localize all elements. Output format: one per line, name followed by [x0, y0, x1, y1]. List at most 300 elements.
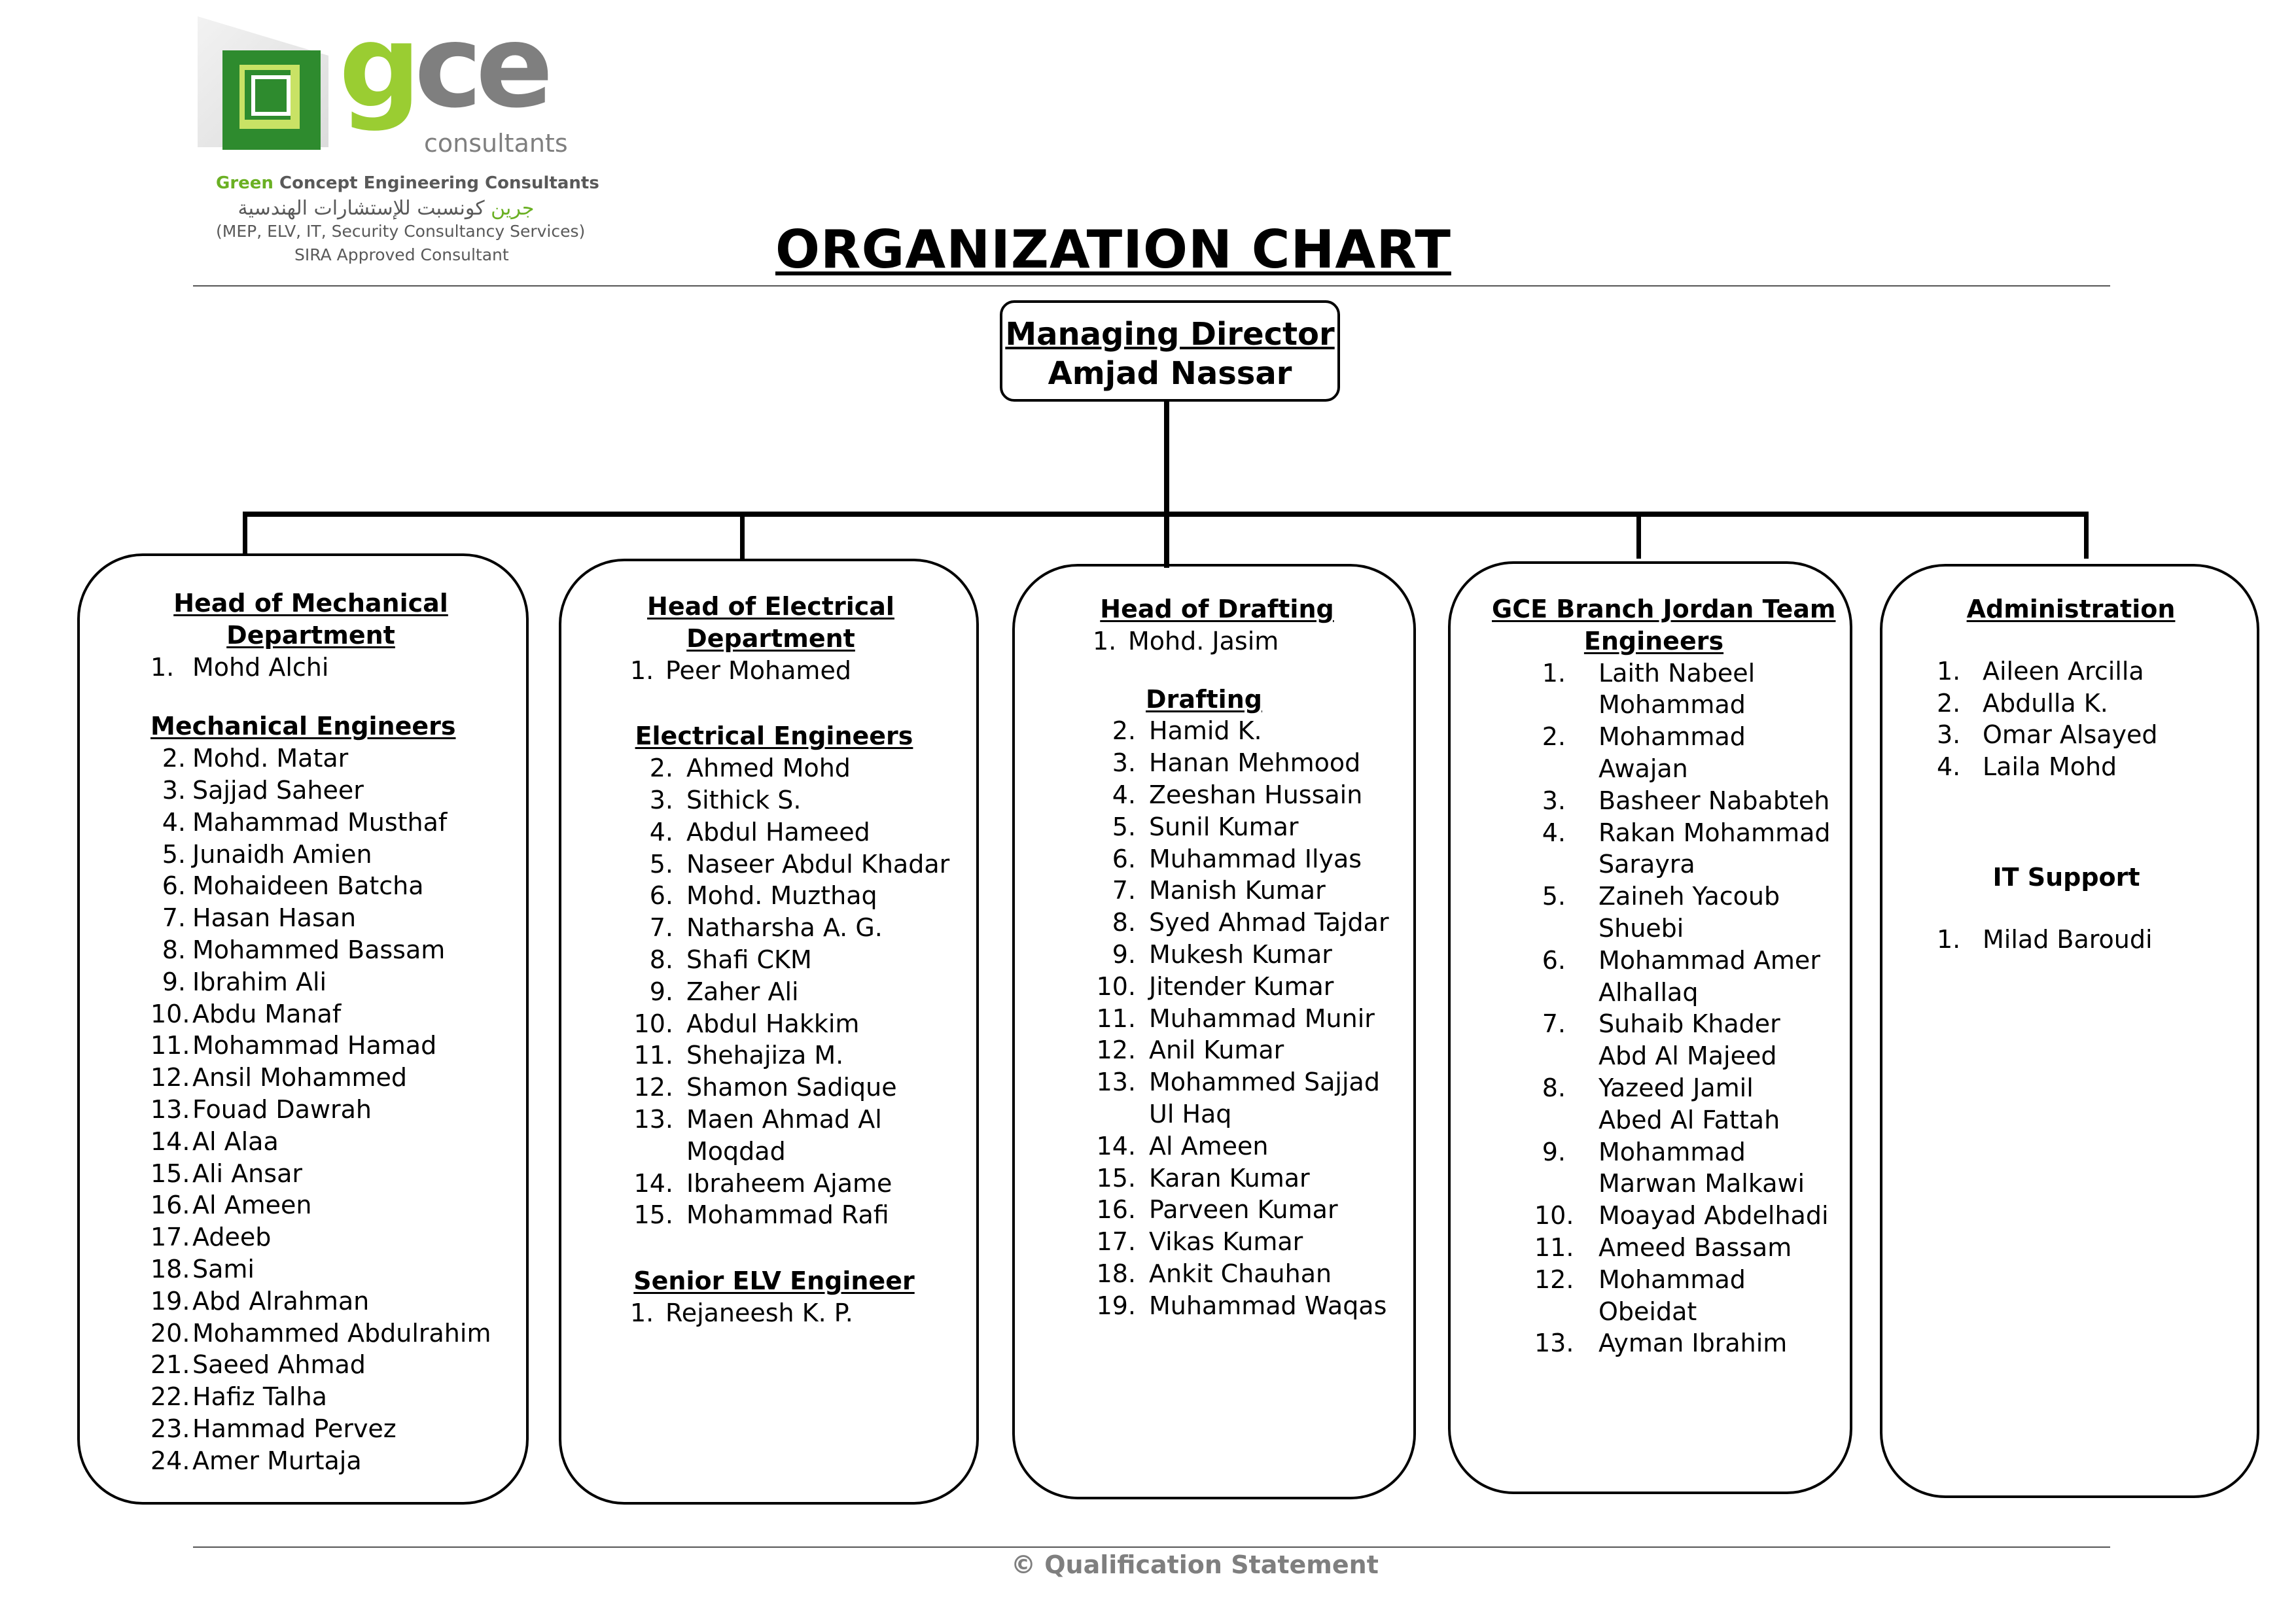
list-item-number: 18. — [1096, 1259, 1136, 1288]
list-item-name: Ansil Mohammed — [192, 1063, 408, 1092]
list-item-name: Omar Alsayed — [1983, 720, 2158, 750]
list-item-number: 9. — [1112, 939, 1136, 969]
list-item-number: 2. — [1112, 716, 1136, 746]
list-item-number: 20. — [150, 1318, 190, 1348]
list-item-number: 5. — [1112, 812, 1136, 841]
list-item — [150, 870, 491, 902]
list-item — [150, 1445, 491, 1477]
logo-company-name-arabic: جرين كونسبت للإستشارات الهندسية — [238, 197, 535, 220]
list-item-name: Hamid K. — [1149, 716, 1262, 746]
list-item-name: Ibraheem Ajame — [686, 1168, 892, 1198]
list-item-name-continued: Abd Al Majeed — [1598, 1041, 1777, 1071]
mechanical-engineers-title: Mechanical Engineers — [150, 712, 456, 741]
list-item-number: 14. — [633, 1168, 673, 1198]
list-item-number: 2. — [1542, 722, 1566, 752]
list-item-number: 19. — [1096, 1291, 1136, 1320]
list-item-name-continued: Mohammad — [1598, 690, 1746, 720]
list-item-number: 5. — [649, 849, 673, 879]
list-item-name: Natharsha A. G. — [686, 913, 883, 943]
list-item — [1093, 1194, 1389, 1226]
list-item-number: 10. — [1096, 971, 1136, 1001]
list-item-name-continued: Shuebi — [1598, 913, 1684, 943]
list-item-name: Mohd. Jasim — [1128, 626, 1279, 655]
list-item-number: 4. — [649, 817, 673, 846]
list-item-number: 1. — [1937, 656, 1961, 686]
list-item — [1534, 785, 1831, 817]
list-item — [1937, 719, 2205, 751]
list-item-number: 11. — [633, 1041, 673, 1070]
list-item-name: Laila Mohd — [1983, 752, 2117, 782]
administration-title: Administration — [1966, 595, 2176, 623]
list-item — [150, 1253, 491, 1285]
list-item-name: Abdu Manaf — [192, 999, 342, 1028]
list-item-number: 8. — [1112, 908, 1136, 937]
list-item-name: Hafiz Talha — [192, 1382, 327, 1412]
list-item-name-continued: Alhallaq — [1598, 977, 1699, 1007]
list-item — [1937, 655, 2205, 688]
list-item-continuation — [1534, 848, 1831, 881]
list-item-name: Ibrahim Ali — [192, 967, 327, 996]
list-item-name: Muhammad Waqas — [1149, 1291, 1387, 1320]
list-item — [1093, 1226, 1389, 1258]
list-item-name: Al Ameen — [1149, 1131, 1269, 1161]
list-item-name: Adeeb — [192, 1223, 272, 1252]
jordan-content — [1492, 593, 1836, 1359]
list-item-continuation — [1534, 1296, 1831, 1328]
list-item-continuation — [1534, 689, 1831, 721]
mechanical-content — [150, 587, 491, 1477]
list-item-number: 7. — [1542, 1009, 1566, 1039]
list-item-name: Shafi CKM — [686, 945, 812, 974]
jordan-team-list — [1534, 657, 1831, 1360]
list-item-name: Yazeed Jamil — [1598, 1073, 1754, 1102]
list-item — [150, 1318, 491, 1350]
list-item — [630, 1039, 949, 1072]
list-item-name: Mohammed Bassam — [192, 935, 446, 964]
list-item — [630, 752, 949, 784]
list-item-name: Anil Kumar — [1149, 1036, 1284, 1065]
list-item-number: 11. — [1534, 1232, 1574, 1262]
list-item-name: Mohammad — [1598, 1265, 1746, 1294]
list-item-continuation — [1534, 1168, 1831, 1200]
list-item — [630, 1072, 949, 1104]
list-item-number: 3. — [1542, 786, 1566, 815]
logo-consultants: consultants — [424, 129, 568, 158]
list-item — [630, 848, 949, 881]
list-item — [150, 839, 491, 871]
list-item-name: Junaidh Amien — [192, 839, 372, 869]
list-item-name: Basheer Nababteh — [1598, 786, 1830, 815]
list-item-number: 17. — [1096, 1227, 1136, 1257]
list-item-number: 2. — [162, 744, 186, 773]
list-item-name: Aileen Arcilla — [1983, 656, 2144, 686]
mechanical-engineers-list — [150, 742, 491, 1476]
footer-text: © Qualification Statement — [1011, 1550, 1379, 1579]
list-item-number: 1. — [630, 655, 654, 685]
list-item-number: 13. — [150, 1094, 190, 1124]
list-item — [630, 976, 949, 1008]
list-item — [1093, 875, 1389, 907]
list-item-name: Hammad Pervez — [192, 1414, 397, 1443]
list-item-name: Maen Ahmad Al — [686, 1104, 882, 1134]
list-item-name-continued: Obeidat — [1598, 1297, 1697, 1326]
list-item — [1534, 1072, 1831, 1104]
list-item-name: Mohammad Amer — [1598, 945, 1820, 975]
list-item — [1534, 721, 1831, 753]
list-item-name: Rejaneesh K. P. — [665, 1298, 853, 1327]
electrical-engineers-list — [630, 752, 949, 1231]
list-item-number: 16. — [150, 1191, 190, 1220]
list-item-name: Sajjad Saheer — [192, 775, 364, 805]
list-item-name: Muhammad Ilyas — [1149, 844, 1362, 873]
list-item — [150, 1030, 491, 1062]
drafting-head-title: Head of Drafting — [1100, 595, 1334, 623]
list-item-name: Zaher Ali — [686, 977, 799, 1006]
list-item-number: 16. — [1096, 1195, 1136, 1225]
list-item-number: 12. — [1534, 1265, 1574, 1294]
connector-mechanical — [243, 512, 247, 553]
list-item-number: 23. — [150, 1414, 190, 1443]
list-item-number: 12. — [633, 1073, 673, 1102]
list-item — [150, 902, 491, 934]
list-item-number: 9. — [649, 977, 673, 1006]
list-item — [630, 1199, 949, 1231]
list-item-number: 14. — [150, 1126, 190, 1156]
list-item — [150, 1285, 491, 1318]
list-item — [1093, 1003, 1389, 1035]
list-item-number: 3. — [1937, 720, 1961, 750]
list-item-name: Abdul Hakkim — [686, 1009, 860, 1038]
list-item — [1534, 1232, 1831, 1264]
logo-services: (MEP, ELV, IT, Security Consultancy Services) — [216, 222, 586, 241]
list-item-name: Al Ameen — [192, 1191, 312, 1220]
list-item — [150, 934, 491, 966]
list-item-number: 12. — [150, 1063, 190, 1092]
list-item-number: 14. — [1096, 1131, 1136, 1161]
it-support-title: IT Support — [1992, 862, 2140, 892]
list-item-name: Mohammed Sajjad — [1149, 1068, 1380, 1097]
list-item-continuation — [1093, 1098, 1389, 1130]
list-item-name: Laith Nabeel — [1598, 658, 1756, 688]
jordan-team-title-line2: Engineers — [1583, 626, 1724, 655]
list-item-number: 7. — [1112, 876, 1136, 905]
list-item-number: 19. — [150, 1286, 190, 1316]
list-item-number: 3. — [1112, 748, 1136, 778]
list-item-name-continued: Marwan Malkawi — [1598, 1169, 1805, 1198]
list-item — [1937, 688, 2205, 720]
list-item — [630, 912, 949, 944]
list-item — [1093, 811, 1389, 843]
list-item-name: Parveen Kumar — [1149, 1195, 1338, 1225]
list-item-continuation — [1534, 977, 1831, 1009]
list-item — [630, 1008, 949, 1040]
list-item — [630, 1297, 949, 1329]
list-item-number: 1. — [630, 1298, 654, 1327]
electrical-head-title: Head of Electrical — [647, 592, 894, 621]
list-item-number: 22. — [150, 1382, 190, 1412]
list-item — [1534, 1008, 1831, 1040]
list-item — [1093, 747, 1389, 779]
list-item — [1534, 657, 1831, 689]
logo-wordmark: gce — [339, 1, 547, 133]
list-item — [1093, 715, 1389, 747]
list-item-number: 1. — [1093, 626, 1117, 655]
mechanical-head-title-line2: Department — [226, 620, 395, 650]
list-item-number: 2. — [1937, 688, 1961, 718]
list-item — [630, 880, 949, 912]
list-item — [1093, 1162, 1389, 1195]
logo-company-name: Green Concept Engineering Consultants — [216, 173, 599, 193]
list-item-number: 1. — [1937, 924, 1961, 954]
list-item-name: Mohammad — [1598, 722, 1746, 752]
list-item-name: Zeeshan Hussain — [1149, 780, 1363, 809]
list-item-name-continued: Abed Al Fattah — [1598, 1105, 1780, 1134]
list-item-number: 6. — [162, 871, 186, 901]
header-divider — [193, 285, 2110, 287]
list-item — [150, 807, 491, 839]
list-item — [1093, 1290, 1389, 1322]
list-item-number: 5. — [1542, 882, 1566, 911]
list-item-name: Moayad Abdelhadi — [1598, 1201, 1829, 1230]
list-item-number: 8. — [1542, 1073, 1566, 1102]
list-item-number: 24. — [150, 1446, 190, 1475]
list-item-number: 4. — [162, 807, 186, 837]
list-item-number: 15. — [633, 1200, 673, 1230]
list-item — [1937, 924, 2205, 956]
list-item-number: 1. — [1542, 658, 1566, 688]
list-item — [150, 742, 491, 775]
drafting-title: Drafting — [1146, 684, 1262, 714]
list-item-name: Abd Alrahman — [192, 1286, 370, 1316]
company-logo — [190, 1, 599, 271]
senior-elv-title: Senior ELV Engineer — [633, 1266, 915, 1296]
electrical-head-list — [630, 655, 949, 687]
list-item-name: Mohammad Rafi — [686, 1200, 889, 1230]
list-item — [630, 944, 949, 976]
list-item — [1093, 971, 1389, 1003]
list-item — [1534, 817, 1831, 849]
list-item — [1534, 1200, 1831, 1232]
electrical-head-title-line2: Department — [686, 623, 855, 653]
list-item-name: Rakan Mohammad — [1598, 818, 1831, 847]
list-item — [630, 1104, 949, 1136]
senior-elv-list — [630, 1297, 949, 1329]
list-item-continuation — [1534, 913, 1831, 945]
list-item-number: 13. — [1096, 1068, 1136, 1097]
list-item — [150, 1158, 491, 1190]
list-item-name: Ahmed Mohd — [686, 754, 851, 783]
list-item-name: Sami — [192, 1254, 255, 1283]
list-item-name: Abdul Hameed — [686, 817, 870, 846]
list-item-name: Abdulla K. — [1983, 688, 2108, 718]
list-item-name: Hanan Mehmood — [1149, 748, 1361, 778]
list-item-name-continued: Ul Haq — [1149, 1099, 1232, 1128]
list-item — [1093, 779, 1389, 811]
list-item — [1534, 1264, 1831, 1296]
list-item-name: Ali Ansar — [192, 1159, 302, 1188]
list-item-name: Suhaib Khader — [1598, 1009, 1780, 1039]
managing-director-role: Managing Director — [1005, 316, 1335, 353]
managing-director-box — [1000, 300, 1340, 402]
list-item — [630, 1168, 949, 1200]
list-item — [1093, 1034, 1389, 1066]
list-item-number: 11. — [150, 1031, 190, 1060]
list-item-name: Mohammad — [1598, 1137, 1746, 1166]
list-item — [1534, 1136, 1831, 1168]
it-support-list — [1937, 924, 2205, 956]
list-item-name: Hasan Hasan — [192, 903, 357, 933]
list-item-number: 4. — [1542, 818, 1566, 847]
list-item — [1093, 1258, 1389, 1290]
list-item-number: 3. — [649, 785, 673, 814]
list-item-name: Fouad Dawrah — [192, 1094, 372, 1124]
electrical-engineers-title: Electrical Engineers — [635, 722, 913, 751]
list-item-number: 13. — [633, 1104, 673, 1134]
list-item — [150, 1062, 491, 1094]
list-item-continuation — [1534, 753, 1831, 785]
list-item-name: Syed Ahmad Tajdar — [1149, 908, 1389, 937]
list-item-name: Naseer Abdul Khadar — [686, 849, 950, 879]
list-item-name: Peer Mohamed — [665, 655, 851, 685]
list-item-name: Amer Murtaja — [192, 1446, 362, 1475]
connector-horizontal — [243, 512, 2089, 517]
list-item-number: 3. — [162, 775, 186, 805]
list-item — [150, 1126, 491, 1158]
list-item-number: 10. — [1534, 1201, 1574, 1230]
list-item-number: 11. — [1096, 1003, 1136, 1033]
connector-electrical — [740, 512, 745, 559]
list-item — [1937, 751, 2205, 783]
administration-content — [1937, 593, 2205, 956]
list-item — [150, 966, 491, 998]
list-item-name: Mohd Alchi — [192, 652, 329, 682]
list-item-name: Saeed Ahmad — [192, 1350, 366, 1380]
list-item-number: 15. — [150, 1159, 190, 1188]
list-item-name: Shehajiza M. — [686, 1041, 844, 1070]
list-item — [150, 1381, 491, 1413]
list-item — [1093, 907, 1389, 939]
list-item-name: Ankit Chauhan — [1149, 1259, 1332, 1288]
list-item-number: 9. — [162, 967, 186, 996]
list-item-name: Karan Kumar — [1149, 1163, 1310, 1193]
list-item — [150, 1094, 491, 1126]
list-item-number: 17. — [150, 1223, 190, 1252]
list-item-number: 8. — [162, 935, 186, 964]
list-item-name: Shamon Sadique — [686, 1073, 897, 1102]
list-item — [150, 775, 491, 807]
list-item — [1093, 939, 1389, 971]
list-item — [150, 1189, 491, 1221]
list-item-number: 6. — [649, 881, 673, 911]
connector-jordan — [1636, 514, 1641, 559]
list-item-name-continued: Awajan — [1598, 754, 1688, 783]
list-item-number: 1. — [150, 652, 175, 682]
list-item-number: 5. — [162, 839, 186, 869]
list-item-continuation — [1534, 1040, 1831, 1072]
list-item-number: 12. — [1096, 1036, 1136, 1065]
logo-square-icon — [222, 50, 321, 150]
list-item — [1534, 945, 1831, 977]
list-item-name: Ameed Bassam — [1598, 1232, 1792, 1262]
list-item — [150, 1221, 491, 1253]
list-item-name: Muhammad Munir — [1149, 1003, 1375, 1033]
logo-approval: SIRA Approved Consultant — [294, 245, 509, 264]
mechanical-head-title: Head of Mechanical — [173, 589, 448, 618]
list-item-name: Mohd. Muzthaq — [686, 881, 877, 911]
drafting-content — [1093, 593, 1389, 1322]
list-item-number: 8. — [649, 945, 673, 974]
list-item-continuation — [1534, 1104, 1831, 1136]
list-item-number: 4. — [1937, 752, 1961, 782]
list-item-number: 2. — [649, 754, 673, 783]
list-item-continuation — [630, 1136, 949, 1168]
list-item — [1534, 881, 1831, 913]
list-item-name: Zaineh Yacoub — [1598, 882, 1780, 911]
drafting-list — [1093, 715, 1389, 1321]
list-item-number: 6. — [1112, 844, 1136, 873]
list-item-name: Sunil Kumar — [1149, 812, 1299, 841]
list-item — [1093, 1066, 1389, 1098]
list-item-number: 9. — [1542, 1137, 1566, 1166]
list-item-number: 7. — [162, 903, 186, 933]
connector-trunk — [1164, 402, 1169, 568]
list-item-name: Ayman Ibrahim — [1598, 1329, 1788, 1358]
connector-administration — [2084, 514, 2089, 559]
list-item — [1093, 1130, 1389, 1162]
list-item-name: Sithick S. — [686, 785, 802, 814]
list-item — [150, 652, 491, 684]
mechanical-head-list — [150, 652, 491, 684]
list-item-number: 15. — [1096, 1163, 1136, 1193]
list-item-name: Mahammad Musthaf — [192, 807, 448, 837]
list-item — [150, 1413, 491, 1445]
list-item-name: Mukesh Kumar — [1149, 939, 1332, 969]
drafting-head-list — [1093, 625, 1389, 657]
list-item-number: 13. — [1534, 1329, 1574, 1358]
list-item-name: Mohd. Matar — [192, 744, 349, 773]
list-item-number: 18. — [150, 1254, 190, 1283]
list-item-name-continued: Sarayra — [1598, 850, 1695, 879]
list-item — [150, 1349, 491, 1381]
list-item-name-continued: Moqdad — [686, 1136, 786, 1166]
list-item-name: Jitender Kumar — [1149, 971, 1334, 1001]
list-item-name: Mohaideen Batcha — [192, 871, 424, 901]
list-item — [1093, 843, 1389, 875]
page-title: ORGANIZATION CHART — [775, 219, 1451, 280]
managing-director-name: Amjad Nassar — [1048, 355, 1292, 392]
administration-list — [1937, 655, 2205, 783]
list-item-name: Vikas Kumar — [1149, 1227, 1303, 1257]
list-item-number: 21. — [150, 1350, 190, 1380]
list-item-number: 10. — [150, 999, 190, 1028]
list-item-number: 7. — [649, 913, 673, 943]
list-item-name: Mohammed Abdulrahim — [192, 1318, 491, 1348]
footer-divider — [193, 1546, 2110, 1548]
list-item — [150, 998, 491, 1030]
list-item — [630, 816, 949, 848]
list-item — [1534, 1327, 1831, 1359]
list-item-number: 4. — [1112, 780, 1136, 809]
list-item-name: Mohammad Hamad — [192, 1031, 437, 1060]
list-item-name: Manish Kumar — [1149, 876, 1326, 905]
list-item-name: Al Alaa — [192, 1126, 279, 1156]
list-item-number: 6. — [1542, 945, 1566, 975]
list-item — [1093, 625, 1389, 657]
list-item-number: 10. — [633, 1009, 673, 1038]
list-item — [630, 784, 949, 816]
jordan-team-title: GCE Branch Jordan Team — [1492, 595, 1836, 623]
electrical-content — [630, 591, 949, 1329]
